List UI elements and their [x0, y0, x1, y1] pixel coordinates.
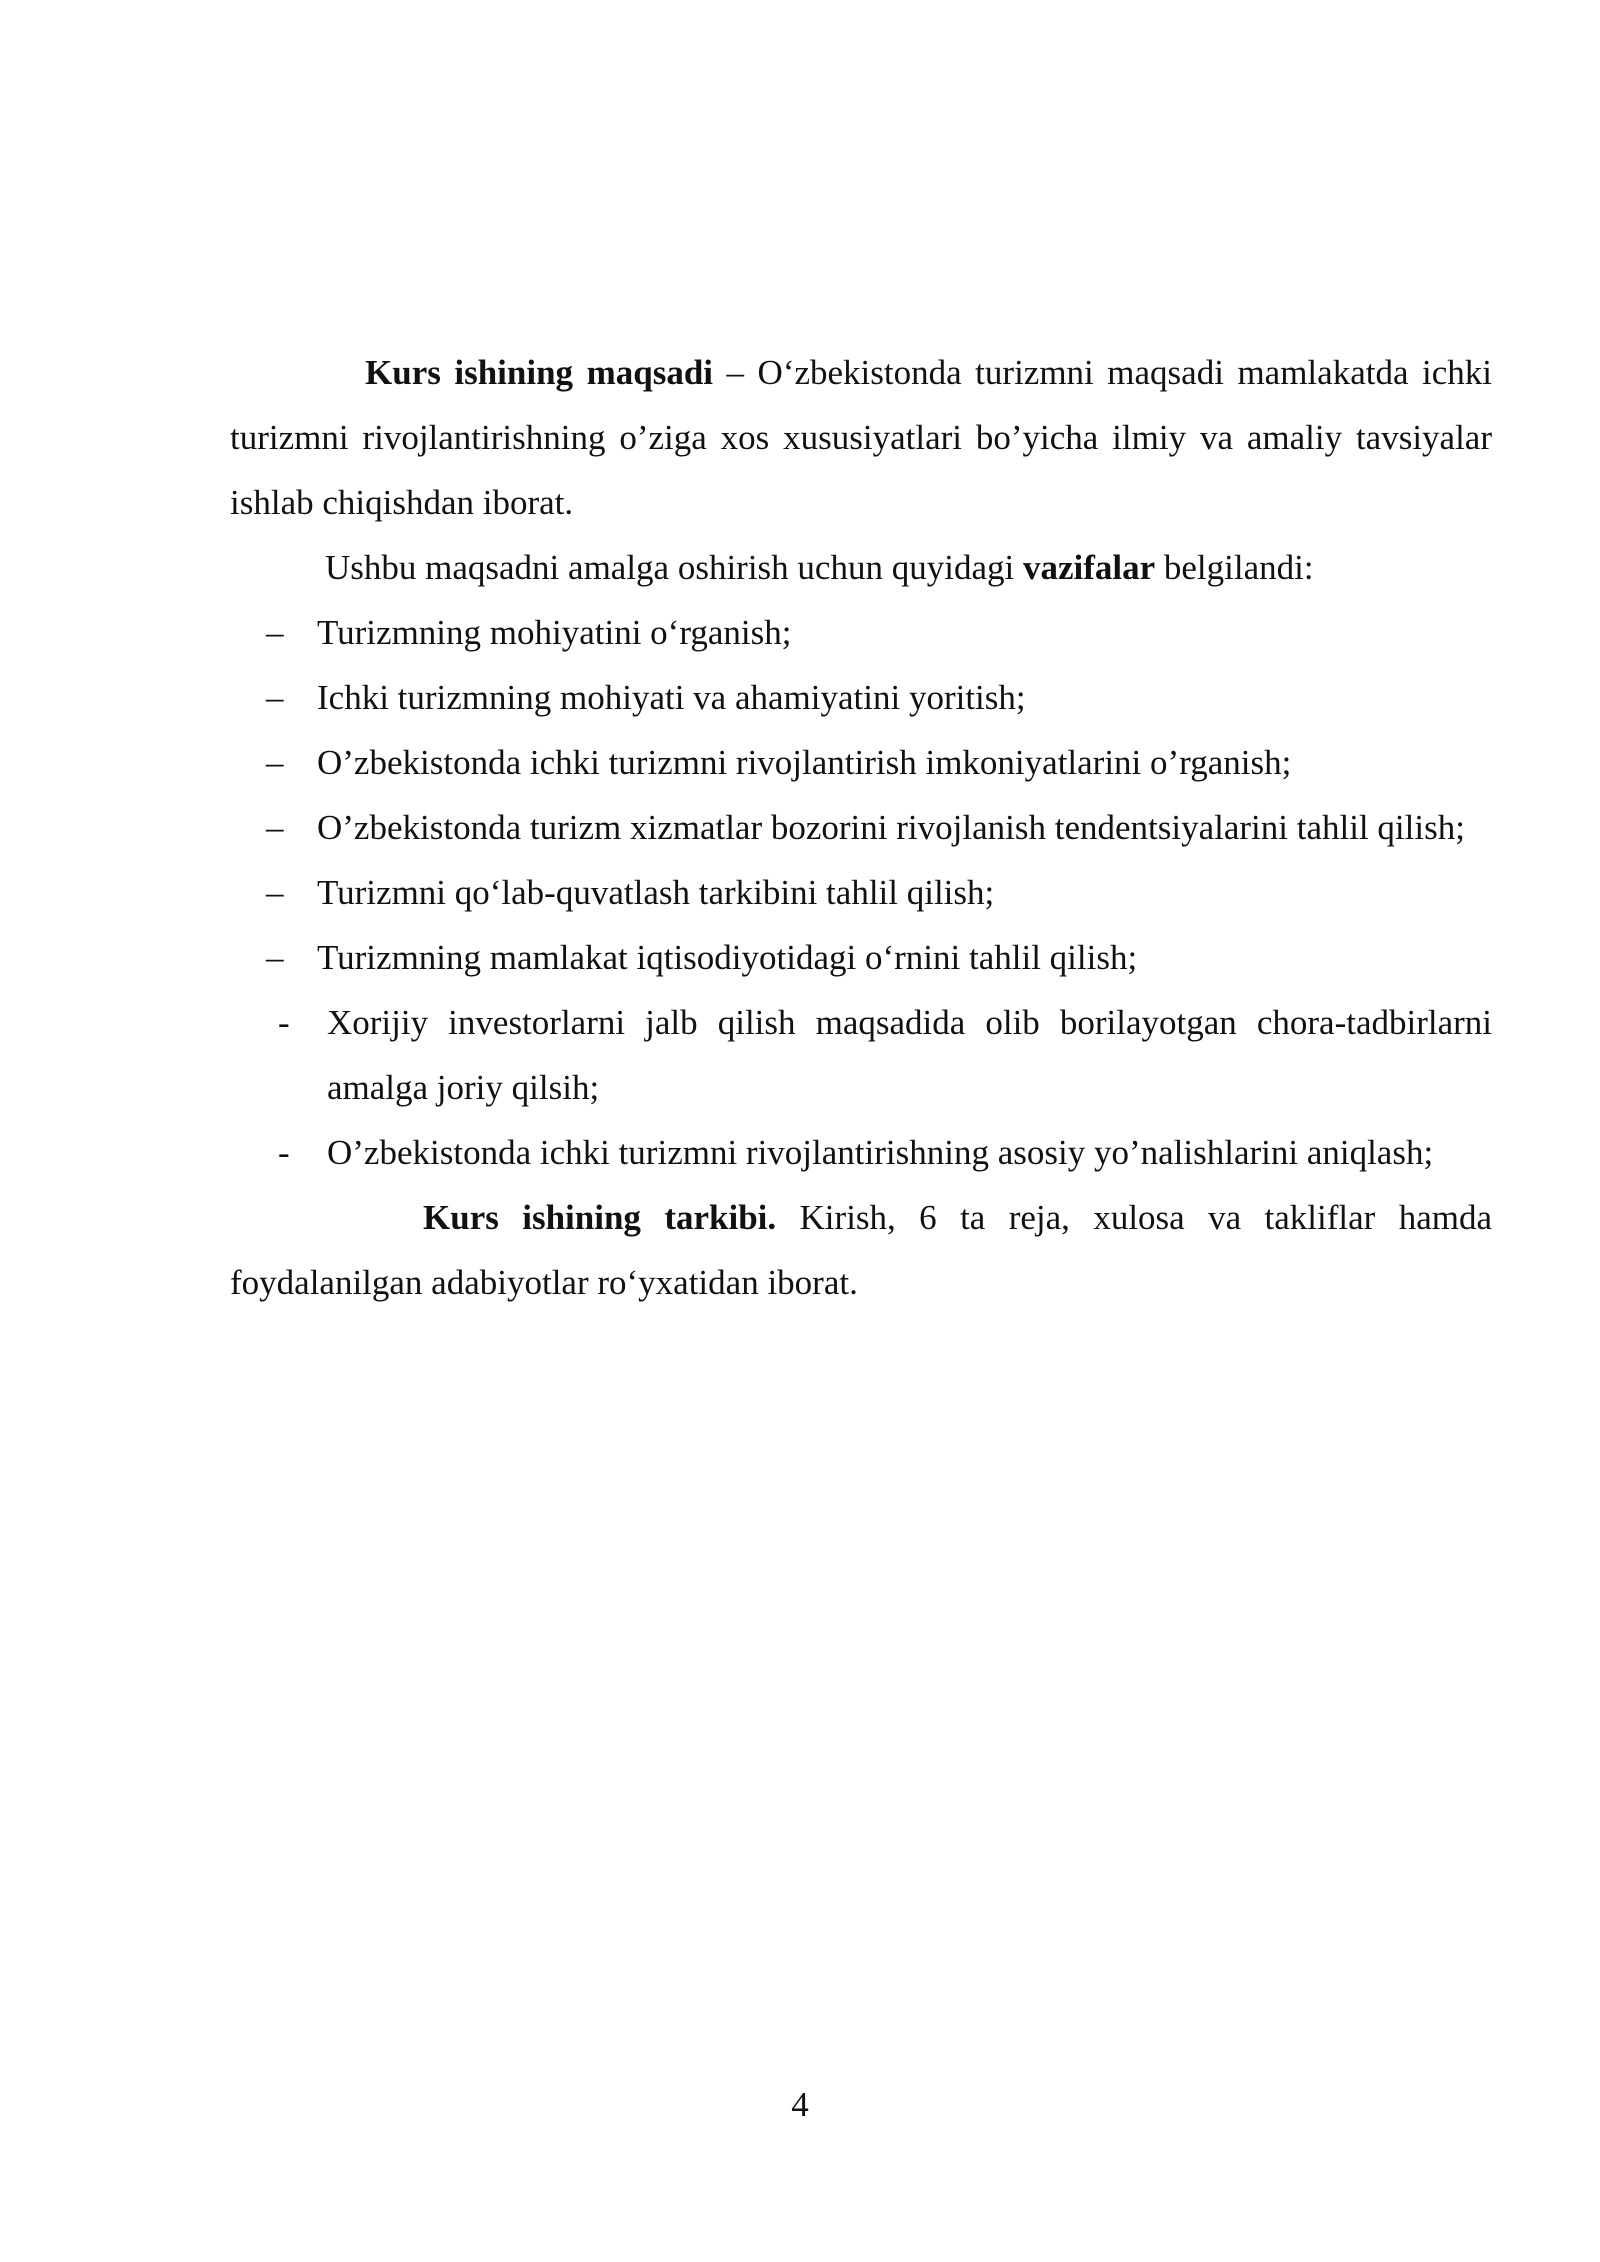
goal-paragraph — [230, 340, 1492, 535]
list-marker: – — [266, 613, 284, 652]
list-item — [230, 730, 1492, 795]
list-item-text: Xorijiy investorlarni jalb qilish maqsadida olib borilayotgan chora-tadbirlarni amalga joriy qilsih; — [327, 1003, 1492, 1107]
list-item — [230, 1120, 1492, 1185]
list-item-text: Turizmning mamlakat iqtisodiyotidagi o‘rnini tahlil qilish; — [317, 938, 1138, 977]
list-item — [230, 990, 1492, 1120]
tasks-intro-before: Ushbu maqsadni amalga oshirish uchun quyidagi — [325, 548, 1023, 587]
list-marker: - — [278, 1003, 290, 1042]
tasks-intro-paragraph — [230, 535, 1492, 600]
page-body — [230, 340, 1492, 1315]
structure-text: Kirish, 6 ta reja, xulosa va takliflar hamda foydalanilgan adabiyotlar ro‘yxatidan iborat. — [230, 1198, 1492, 1302]
list-item — [230, 795, 1492, 860]
tasks-list — [230, 600, 1492, 1185]
structure-paragraph — [230, 1185, 1492, 1315]
goal-heading: Kurs ishining maqsadi — [365, 353, 714, 392]
page-number: 4 — [791, 2085, 809, 2124]
list-marker: – — [266, 938, 284, 977]
list-item-text: Turizmning mohiyatini o‘rganish; — [317, 613, 792, 652]
list-marker: – — [266, 743, 284, 782]
list-marker: – — [266, 873, 284, 912]
list-marker: – — [266, 678, 284, 717]
tasks-intro-after: belgilandi: — [1155, 548, 1314, 587]
goal-text: – O‘zbekistonda turizmni maqsadi mamlakatda ichki turizmni rivojlantirishning o’ziga xos xususiyatlari bo’yicha ilmiy va amaliy tavsiyalar ishlab chiqishdan iborat. — [230, 353, 1492, 522]
list-item-text: O’zbekistonda ichki turizmni rivojlantirish imkoniyatlarini o’rganish; — [317, 743, 1292, 782]
list-item — [230, 665, 1492, 730]
list-item — [230, 860, 1492, 925]
tasks-keyword: vazifalar — [1022, 548, 1156, 587]
structure-heading: Kurs ishining tarkibi. — [423, 1198, 777, 1237]
list-item-text: O’zbekistonda turizm xizmatlar bozorini rivojlanish tendentsiyalarini tahlil qilish; — [317, 808, 1465, 847]
list-item-text: Ichki turizmning mohiyati va ahamiyatini yoritish; — [317, 678, 1026, 717]
list-item-text: Turizmni qo‘lab-quvatlash tarkibini tahlil qilish; — [317, 873, 995, 912]
list-marker: - — [278, 1133, 290, 1172]
list-item-text: O’zbekistonda ichki turizmni rivojlantirishning asosiy yo’nalishlarini aniqlash; — [327, 1133, 1434, 1172]
list-item — [230, 925, 1492, 990]
list-marker: – — [266, 808, 284, 847]
list-item — [230, 600, 1492, 665]
